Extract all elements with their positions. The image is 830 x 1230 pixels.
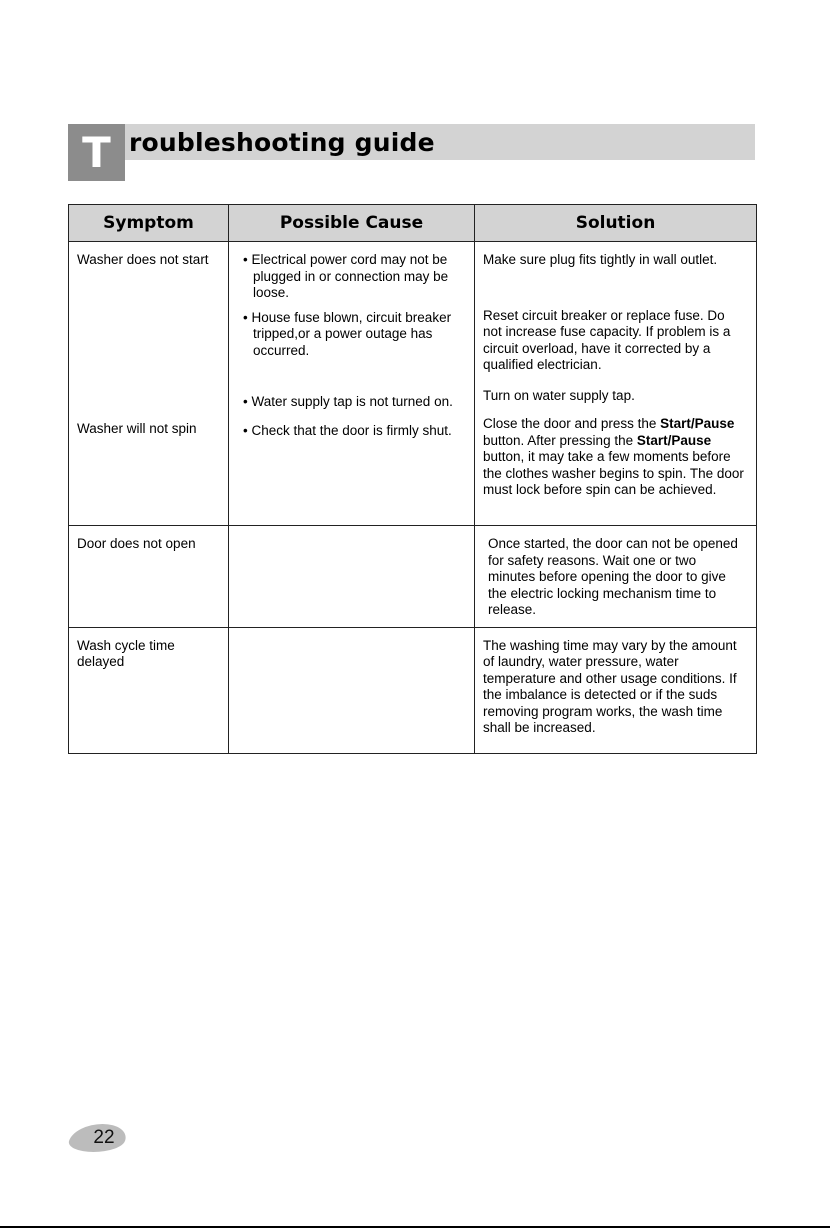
cause-item: • Water supply tap is not turned on. — [243, 394, 453, 409]
header-symptom: Symptom — [69, 205, 229, 242]
symptom-text: Washer will not spin — [77, 420, 197, 436]
symptom-text: Wash cycle time delayed — [77, 637, 175, 669]
table-header-row — [69, 205, 757, 242]
header-possible-cause: Possible Cause — [229, 205, 475, 242]
solution-text: Reset circuit breaker or replace fuse. Do not increase fuse capacity. If problem is a circuit overload, have it corrected by a qualified electrician. — [483, 307, 731, 372]
title-initial: T — [82, 128, 111, 177]
solution-text: The washing time may vary by the amount of laundry, water pressure, water temperature and other usage conditions. If the imbalance is detected or if the suds removing program works, the wash time shall be increased. — [483, 637, 737, 735]
solution-text: Close the door and press the Start/Pause button. After pressing the Start/Pause button, it may take a few moments before the clothes washer begins to spin. The door must lock before spin can be achieved. — [483, 416, 744, 497]
troubleshooting-table — [68, 204, 757, 754]
page-bottom-rule — [0, 1226, 830, 1228]
table-row — [69, 526, 757, 628]
header-solution: Solution — [475, 205, 757, 242]
page-title: roubleshooting guide — [129, 128, 435, 157]
solution-text: Once started, the door can not be opened for safety reasons. Wait one or two minutes before opening the door to give the electric locking mechanism time to release. — [488, 536, 738, 617]
cause-item: • Check that the door is firmly shut. — [243, 422, 452, 438]
page-number: 22 — [93, 1127, 115, 1148]
table-row — [69, 242, 757, 526]
solution-text: Make sure plug fits tightly in wall outlet. — [483, 252, 718, 267]
symptom-text: Door does not open — [77, 536, 196, 551]
title-initial-box — [68, 124, 125, 181]
cause-item: • Electrical power cord may not be plugged in or connection may be loose. — [243, 252, 449, 300]
table-row — [69, 627, 757, 753]
symptom-text: Washer does not start — [77, 252, 209, 267]
cause-item: • House fuse blown, circuit breaker tripped,or a power outage has occurred. — [243, 309, 452, 358]
solution-text: Turn on water supply tap. — [483, 387, 635, 403]
